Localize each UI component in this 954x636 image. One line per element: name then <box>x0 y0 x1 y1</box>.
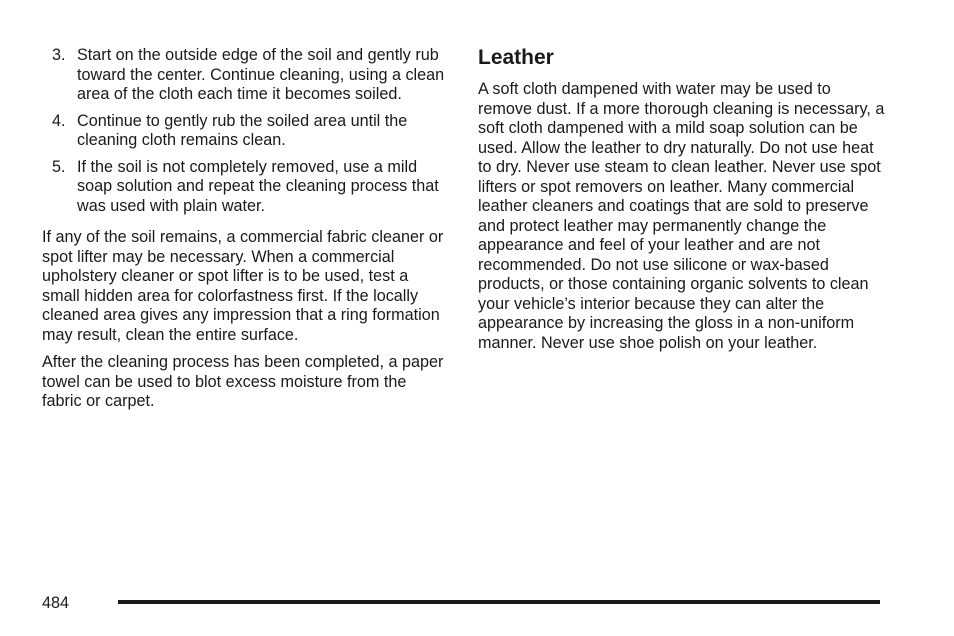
list-item <box>42 46 447 105</box>
page-number: 484 <box>42 594 70 612</box>
step-text: Continue to gently rub the soiled area until the cleaning cloth remains clean. <box>77 111 408 149</box>
cleaning-steps-list <box>42 46 447 216</box>
step-number: 5. <box>52 157 66 176</box>
fabric-cleaner-paragraph: If any of the soil remains, a commercial fabric cleaner or spot lifter may be necessary. When a commercial upholstery cleaner or spot lifter is to be used, test a small hidden area for colorfastness first. If the locally cleaned area gives any impression that a ring formation may result, clean the entire surface. <box>42 228 444 344</box>
leather-section-title: Leather <box>478 46 554 69</box>
list-item <box>42 112 447 151</box>
right-column <box>478 46 888 361</box>
leather-paragraph: A soft cloth dampened with water may be used to remove dust. If a more thorough cleaning is necessary, a soft cloth dampened with a mild soap solution can be used. Allow the leather to dry naturally. Do not use heat to dry. Never use steam to clean leather. Never use spot lifters or spot removers on leather. Many commercial leather cleaners and coatings that are sold to preserve and protect leather may permanently change the appearance and feel of your leather and are not recommended. Do not use silicone or wax-based products, or those containing organic solvents to clean your vehicle’s interior because they can alter the appearance by increasing the gloss in a non-uniform manner. Never use shoe polish on your leather. <box>478 80 885 352</box>
step-number: 4. <box>52 111 66 130</box>
footer-rule <box>118 600 880 604</box>
step-text: Start on the outside edge of the soil and gently rub toward the center. Continue cleaning, using a clean area of the cloth each time it becomes soiled. <box>77 46 445 103</box>
left-column <box>42 46 447 420</box>
list-item <box>42 158 447 217</box>
step-number: 3. <box>52 46 66 64</box>
step-text: If the soil is not completely removed, use a mild soap solution and repeat the cleaning process that was used with plain water. <box>77 157 439 215</box>
blot-moisture-paragraph: After the cleaning process has been completed, a paper towel can be used to blot excess moisture from the fabric or carpet. <box>42 353 444 410</box>
